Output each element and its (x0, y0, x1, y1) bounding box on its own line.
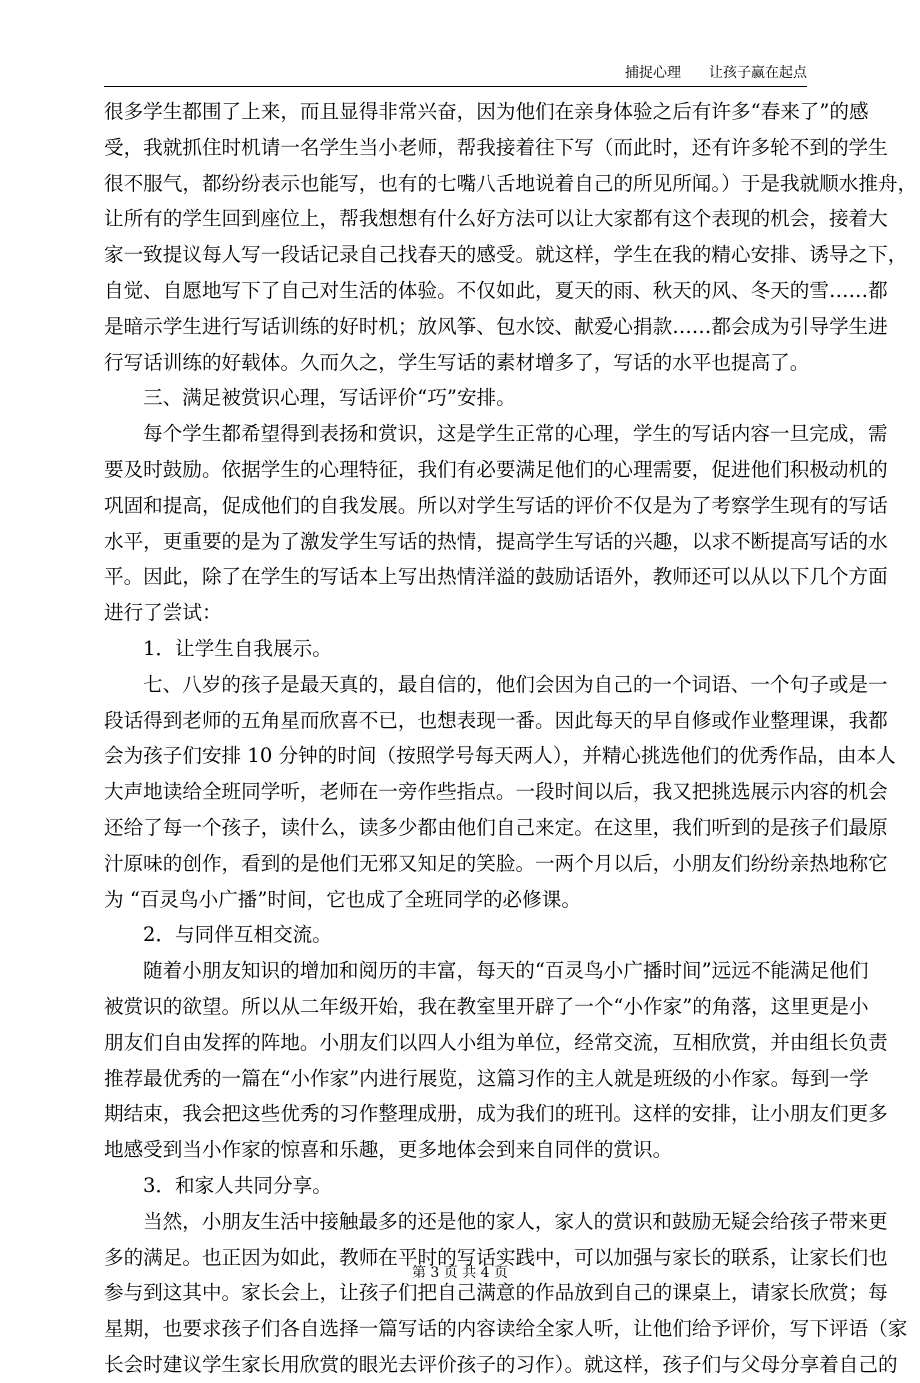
subsection-heading: 3．和家人共同分享。 (143, 1173, 332, 1197)
text-line: 很多学生都围了上来，而且显得非常兴奋，因为他们在亲身体验之后有许多“春来了”的感 (104, 100, 869, 123)
text-line: 推荐最优秀的一篇在“小作家”内进行展览，这篇习作的主人就是班级的小作家。每到一学 (104, 1066, 869, 1090)
text-line: 大声地读给全班同学听，老师在一旁作些指点。一段时间以后，我又把挑选展示内容的机会 (104, 780, 888, 804)
text-line: 很不服气，都纷纷表示也能写，也有的七嘴八舌地说着自己的所见所闻。）于是我就顺水推舟， (104, 171, 918, 195)
text-line: 会为孩子们安排 10 分钟的时间（按照学号每天两人），并精心挑选他们的优秀作品，由本人 (104, 744, 896, 768)
text-line: 自觉、自愿地写下了自己对生活的体验。不仅如此，夏天的雨、秋天的风、冬天的雪……都 (104, 278, 888, 302)
text-line: 进行了尝试： (104, 601, 222, 625)
text-line: 平。因此，除了在学生的写话本上写出热情洋溢的鼓励话语外，教师还可以从以下几个方面 (104, 565, 888, 589)
text-line: 星期，也要求孩子们各自选择一篇写话的内容读给全家人听，让他们给予评价，写下评语（家 (104, 1317, 908, 1341)
body-text (104, 94, 918, 1383)
text-line: 长会时建议学生家长用欣赏的眼光去评价孩子的习作）。就这样，孩子们与父母分享着自己的 (104, 1352, 898, 1376)
text-line: 每个学生都希望得到表扬和赏识，这是学生正常的心理，学生的写话内容一旦完成，需 (143, 422, 888, 446)
text-line: 地感受到当小作家的惊喜和乐趣，更多地体会到来自同伴的赏识。 (104, 1138, 673, 1162)
text-line: 受，我就抓住时机请一名学生当小老师，帮我接着往下写（而此时，还有许多轮不到的学生 (104, 135, 888, 159)
text-line: 被赏识的欲望。所以从二年级开始，我在教室里开辟了一个“小作家”的角落，这里更是小 (104, 994, 869, 1018)
text-line: 期结束，我会把这些优秀的习作整理成册，成为我们的班刊。这样的安排，让小朋友们更多 (104, 1102, 888, 1126)
text-line: 七、八岁的孩子是最天真的，最自信的，他们会因为自己的一个词语、一个句子或是一 (143, 672, 888, 696)
text-line: 参与到这其中。家长会上，让孩子们把自己满意的作品放到自己的课桌上，请家长欣赏；每 (104, 1281, 888, 1305)
header-left-text: 捕捉心理 (625, 65, 681, 81)
header-right-text: 让孩子赢在起点 (709, 65, 807, 81)
text-line: 段话得到老师的五角星而欣喜不已，也想表现一番。因此每天的早自修或作业整理课，我都 (104, 708, 888, 732)
text-line: 是暗示学生进行写话训练的好时机；放风筝、包水饺、献爱心捐款……都会成为引导学生进 (104, 314, 888, 338)
text-line: 让所有的学生回到座位上，帮我想想有什么好方法可以让大家都有这个表现的机会，接着大 (104, 207, 888, 231)
text-line: 随着小朋友知识的增加和阅历的丰富，每天的“百灵鸟小广播时间”远远不能满足他们 (143, 959, 869, 983)
section-heading: 三、满足被赏识心理，写话评价“巧”安排。 (143, 386, 516, 410)
text-line: 为 “百灵鸟小广播”时间，它也成了全班同学的必修课。 (104, 887, 581, 911)
text-line: 行写话训练的好载体。久而久之，学生写话的素材增多了，写话的水平也提高了。 (104, 350, 810, 374)
page-header (104, 60, 807, 87)
text-line: 多的满足。也正因为如此，教师在平时的写话实践中，可以加强与家长的联系，让家长们也 (104, 1245, 888, 1269)
text-line: 水平，更重要的是为了激发学生写话的热情，提高学生写话的兴趣，以求不断提高写话的水 (104, 529, 888, 553)
text-line: 汁原味的创作，看到的是他们无邪又知足的笑脸。一两个月以后，小朋友们纷纷亲热地称它 (104, 851, 888, 875)
subsection-heading: 2．与同伴互相交流。 (143, 923, 332, 947)
page-footer: 第 3 页 共 4 页 (411, 1265, 509, 1281)
text-line: 家一致提议每人写一段话记录自己找春天的感受。就这样，学生在我的精心安排、诱导之下， (104, 243, 908, 267)
text-line: 巩固和提高，促成他们的自我发展。所以对学生写话的评价不仅是为了考察学生现有的写话 (104, 493, 888, 517)
text-line: 要及时鼓励。依据学生的心理特征，我们有必要满足他们的心理需要，促进他们积极动机的 (104, 457, 888, 481)
text-line: 朋友们自由发挥的阵地。小朋友们以四人小组为单位，经常交流，互相欣赏，并由组长负责 (104, 1030, 888, 1054)
subsection-heading: 1．让学生自我展示。 (143, 636, 332, 660)
text-line: 当然，小朋友生活中接触最多的还是他的家人，家人的赏识和鼓励无疑会给孩子带来更 (143, 1209, 888, 1233)
text-line: 还给了每一个孩子，读什么，读多少都由他们自己来定。在这里，我们听到的是孩子们最原 (104, 815, 888, 839)
